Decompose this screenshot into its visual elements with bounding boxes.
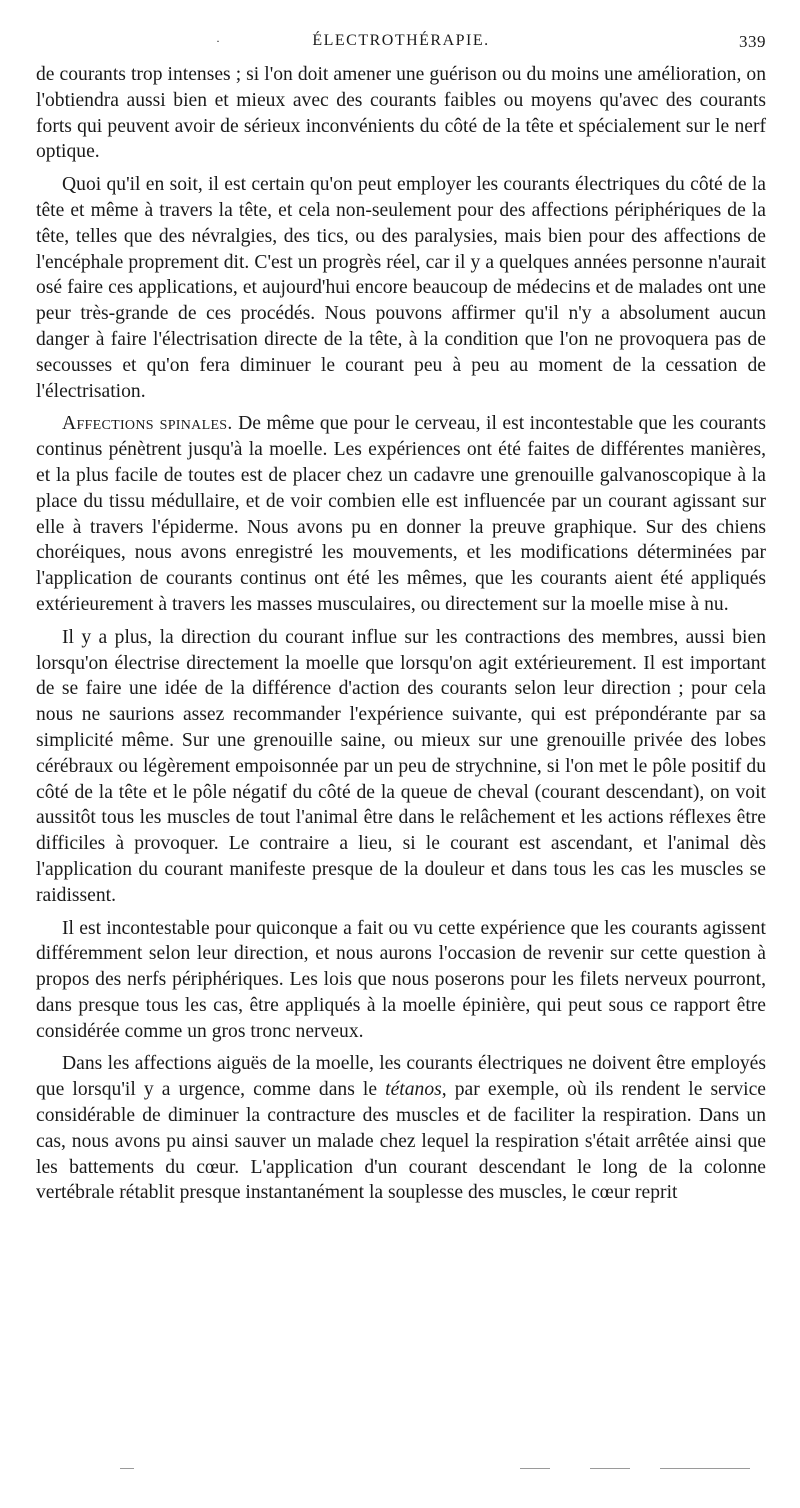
paragraph-1: de courants trop intenses ; si l'on doit amener une guérison ou du moins une amélioration, on l'obtiendra aussi bien et mieux avec des courants faibles ou moyens qu'avec des courants forts qui peuvent avoir de sérieux inconvénients du côté de la tête et spécialement sur le nerf optique. [36,64,766,163]
paragraph-6-before: Dans les affections aiguës de la moelle, les courants électriques ne doivent être employés que lorsqu'il y a urgence, comme dans le [36,1053,766,1101]
page-number: 339 [739,32,766,51]
paragraph-3-text: De même que pour le cerveau, il est incontestable que les courants continus pénètrent jusqu'à la moelle. Les expériences ont été faites de différentes manières, et la plus facile de toutes est de placer chez un cadavre une grenouille galvanoscopique à la place du tissu médullaire, et de voir combien elle est influencée par un courant agissant sur elle à travers l'épiderme. Nous avons pu en donner la preuve graphique. Sur des chiens choréiques, nous avons enregistré les mouvements, et les modifications déterminées par l'application de courants continus ont été les mêmes, que les courants aient été appliqués extérieurement à travers les masses musculaires, ou directement sur la moelle mise à nu. [36,413,767,615]
paragraph-6-italic: tétanos [385,1079,442,1101]
book-page [36,28,766,1213]
body-text [36,62,766,1206]
section-lead: Affections spinales. [62,413,233,435]
paragraph-2: Quoi qu'il en soit, il est certain qu'on peut employer les courants électriques du côté de la tête et même à travers la tête, et cela non-seulement pour des affections périphériques de la tête, telles que des névralgies, des tics, ou des paralysies, mais bien pour des affections de l'encéphale proprement dit. C'est un progrès réel, car il y a quelques années personne n'aurait osé faire ces applications, et aujourd'hui encore beaucoup de médecins et de malades ont une peur très-grande de ces procédés. Nous pouvons affirmer qu'il n'y a absolument aucun danger à faire l'électrisation directe de la tête, à la condition que l'on ne provoquera pas de secousses et qu'on fera diminuer le courant peu à peu au moment de la cessation de l'électrisation. [36,174,766,402]
ornament-dot: · [216,34,222,48]
running-title: ÉLECTROTHÉRAPIE. [312,32,490,49]
paragraph-6 [36,1051,766,1206]
paragraph-6-after: , par exemple, où ils rendent le service considérable de diminuer la contracture des muscles et de faciliter la respiration. Dans un cas, nous avons pu ainsi sauver un malade chez lequel la respiration s'était arrêtée ainsi que les battements du cœur. L'application d'un courant descendant le long de la colonne vertébrale rétablit presque instantanément la souplesse des muscles, le cœur reprit [36,1079,766,1204]
running-head [36,28,766,54]
paragraph-4: Il y a plus, la direction du courant influe sur les contractions des membres, aussi bien lorsqu'on électrise directement la moelle que lorsqu'on agit extérieurement. Il est important de se faire une idée de la différence d'action des courants selon leur direction ; pour cela nous ne saurions assez recommander l'expérience suivante, qui est prépondérante par sa simplicité même. Sur une grenouille saine, ou mieux sur une grenouille privée des lobes cérébraux ou légèrement empoisonnée par un peu de strychnine, si l'on met le pôle positif du côté de la tête et le pôle négatif du côté de la queue de cheval (courant descendant), on voit aussitôt tous les muscles de tout l'animal être dans le relâchement et les actions réflexes être difficiles à provoquer. Le contraire a lieu, si le courant est ascendant, et l'animal dès l'application du courant manifeste presque de la douleur et dans tous les cas les muscles se raidissent. [36,626,766,906]
paragraph-5: Il est incontestable pour quiconque a fait ou vu cette expérience que les courants agissent différemment selon leur direction, et nous aurons l'occasion de revenir sur cette question à propos des nerfs périphériques. Les lois que nous poserons pour les filets nerveux pourront, dans presque tous les cas, être appliqués à la moelle épinière, qui peut sous ce rapport être considérée comme un gros tronc nerveux. [36,917,766,1042]
paragraph-3 [36,411,766,617]
page-bottom-marks [120,1468,760,1474]
